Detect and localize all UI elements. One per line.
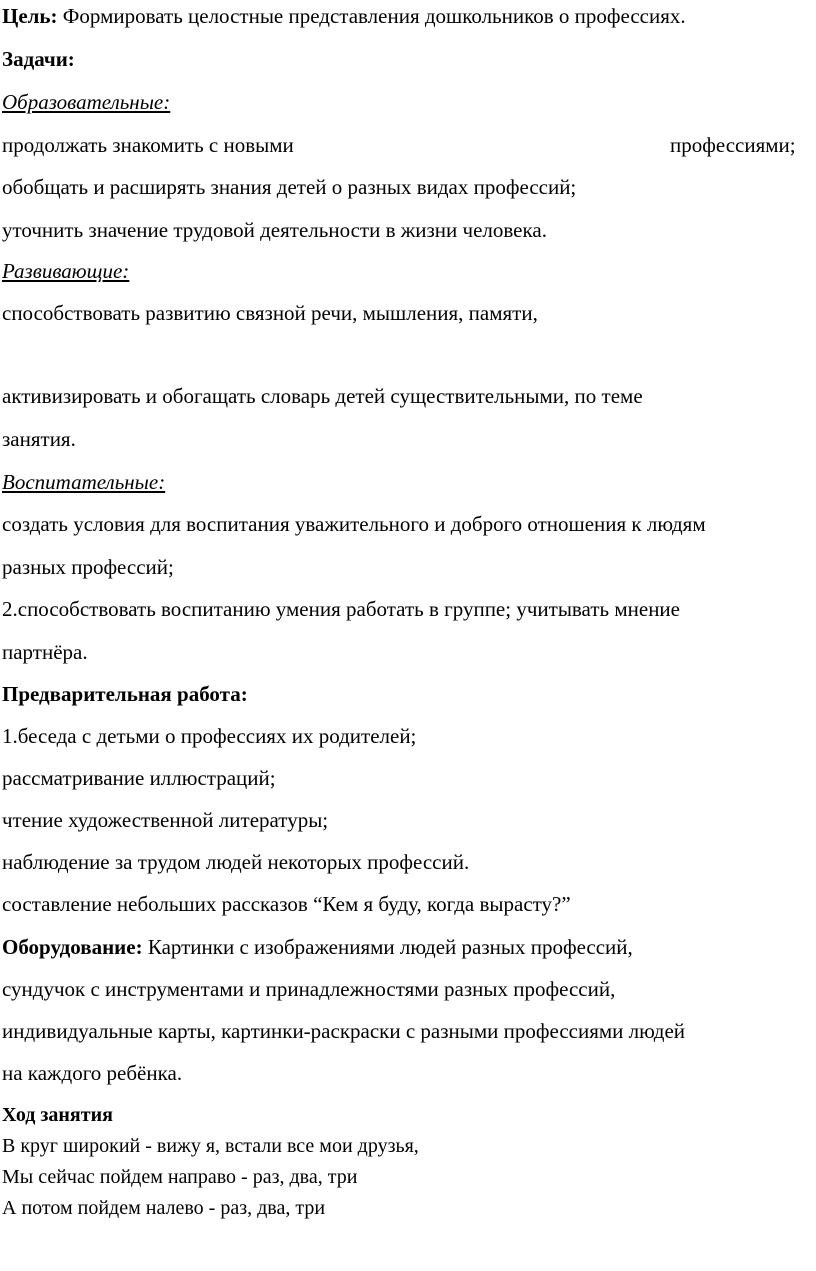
developing-heading: Развивающие:	[2, 259, 130, 283]
equipment-line-4: на каждого ребёнка.	[2, 1061, 183, 1085]
educational-line-2: обобщать и расширять знания детей о разных видах профессий;	[2, 175, 577, 199]
tasks-heading: Задачи:	[2, 47, 75, 71]
equipment-label: Оборудование:	[2, 935, 143, 959]
lesson-line: Мы сейчас пойдем направо - раз, два, три	[2, 1166, 358, 1188]
educational-line-1-right: профессиями;	[670, 133, 796, 157]
developing-line-1: способствовать развитию связной речи, мышления, памяти,	[2, 301, 538, 325]
lesson-line: А потом пойдем налево - раз, два, три	[2, 1197, 326, 1219]
preliminary-heading: Предварительная работа:	[2, 682, 248, 706]
lesson-line: В круг широкий - вижу я, встали все мои друзья,	[2, 1135, 419, 1157]
preliminary-item: рассматривание иллюстраций;	[2, 766, 276, 790]
preliminary-item: наблюдение за трудом людей некоторых профессий.	[2, 850, 470, 874]
educational-line-3: уточнить значение трудовой деятельности в жизни человека.	[2, 218, 547, 242]
educational-line-1-left: продолжать знакомить с новыми	[2, 133, 294, 157]
goal-line	[2, 4, 686, 28]
goal-label: Цель:	[2, 4, 58, 28]
goal-text: Формировать целостные представления дошкольников о профессиях.	[57, 4, 686, 28]
developing-line-3: занятия.	[2, 427, 76, 451]
developing-line-2: активизировать и обогащать словарь детей существительными, по теме	[2, 384, 643, 408]
equipment-line-3: индивидуальные карты, картинки-раскраски с разными профессиями людей	[2, 1019, 686, 1043]
upbringing-heading: Воспитательные:	[2, 470, 166, 494]
upbringing-line-4: партнёра.	[2, 640, 88, 664]
equipment-text: Картинки с изображениями людей разных профессий,	[142, 935, 633, 959]
lesson-heading: Ход занятия	[2, 1104, 113, 1126]
upbringing-line-2: разных профессий;	[2, 555, 174, 579]
equipment-line-2: сундучок с инструментами и принадлежностями разных профессий,	[2, 977, 616, 1001]
upbringing-line-3: 2.способствовать воспитанию умения работать в группе; учитывать мнение	[2, 597, 680, 621]
educational-line-1	[2, 133, 816, 157]
preliminary-item: составление небольших рассказов “Кем я буду, когда вырасту?”	[2, 892, 571, 916]
upbringing-line-1: создать условия для воспитания уважительного и доброго отношения к людям	[2, 512, 706, 536]
preliminary-item: 1.беседа с детьми о профессиях их родителей;	[2, 724, 417, 748]
educational-heading: Образовательные:	[2, 90, 171, 114]
equipment-line-1	[2, 935, 633, 959]
preliminary-item: чтение художественной литературы;	[2, 808, 329, 832]
